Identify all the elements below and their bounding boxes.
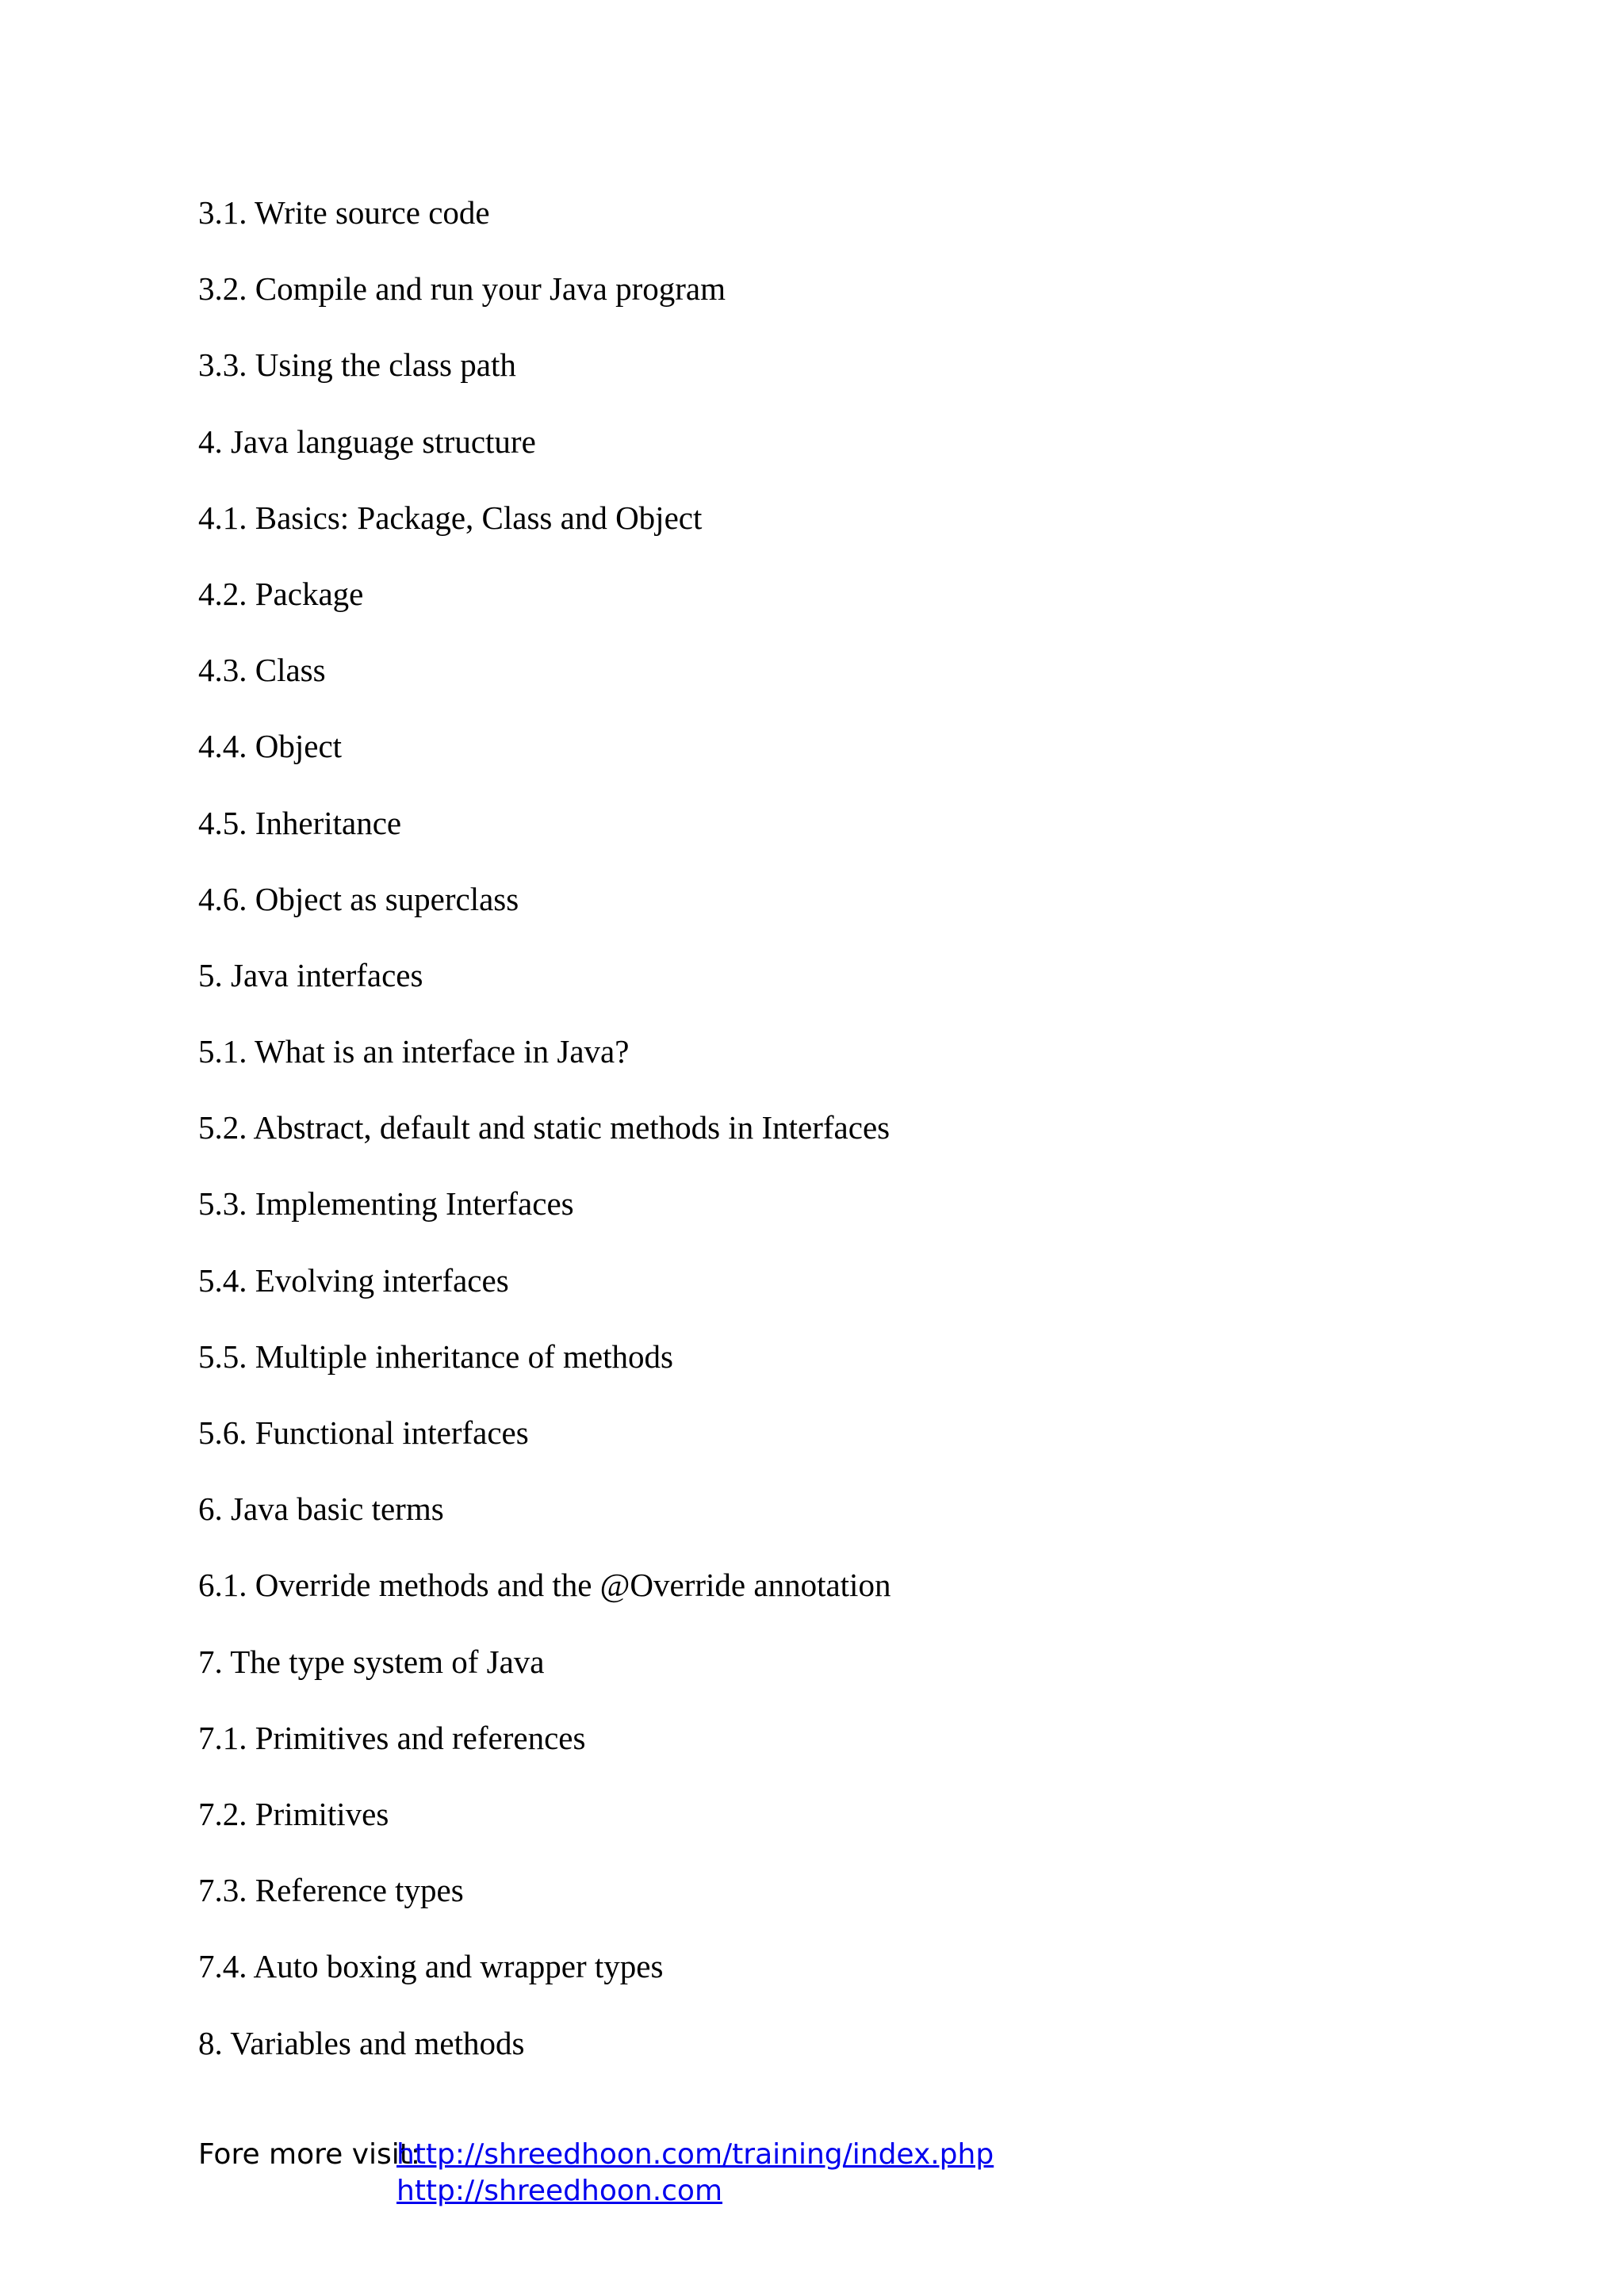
footer-label: Fore more visit: [198, 2138, 421, 2171]
footer-row [198, 2137, 994, 2173]
toc-item: 4.5. Inheritance [198, 804, 402, 841]
training-link[interactable]: http://shreedhoon.com/training/index.php [396, 2138, 994, 2171]
toc-item: 4.1. Basics: Package, Class and Object [198, 499, 703, 536]
homepage-link[interactable]: http://shreedhoon.com [396, 2175, 723, 2207]
toc-item: 7. The type system of Java [198, 1643, 545, 1680]
toc-item: 4.6. Object as superclass [198, 880, 519, 917]
toc-item: 5.1. What is an interface in Java? [198, 1033, 630, 1070]
toc-item: 5.3. Implementing Interfaces [198, 1185, 574, 1223]
toc-item: 8. Variables and methods [198, 2024, 525, 2061]
toc-item: 4. Java language structure [198, 423, 536, 460]
toc-item: 4.2. Package [198, 575, 364, 612]
toc-item: 6. Java basic terms [198, 1490, 444, 1528]
toc-item: 4.4. Object [198, 728, 343, 765]
footer-indent [198, 2173, 396, 2210]
toc-item: 5.5. Multiple inheritance of methods [198, 1337, 673, 1375]
toc-item: 7.3. Reference types [198, 1872, 464, 1909]
toc-item: 7.4. Auto boxing and wrapper types [198, 1948, 664, 1985]
toc-item: 7.1. Primitives and references [198, 1719, 586, 1756]
footer [198, 2137, 994, 2210]
toc-item: 3.2. Compile and run your Java program [198, 270, 726, 308]
table-of-contents [198, 190, 891, 2097]
toc-item: 3.1. Write source code [198, 194, 490, 231]
toc-item: 4.3. Class [198, 652, 326, 689]
toc-item: 5. Java interfaces [198, 956, 423, 993]
toc-item: 6.1. Override methods and the @Override annotation [198, 1567, 891, 1604]
toc-item: 5.6. Functional interfaces [198, 1414, 529, 1451]
toc-item: 7.2. Primitives [198, 1795, 389, 1832]
toc-item: 5.2. Abstract, default and static methods in Interfaces [198, 1109, 891, 1146]
toc-item: 3.3. Using the class path [198, 346, 516, 384]
footer-row [198, 2173, 994, 2210]
toc-item: 5.4. Evolving interfaces [198, 1261, 509, 1299]
